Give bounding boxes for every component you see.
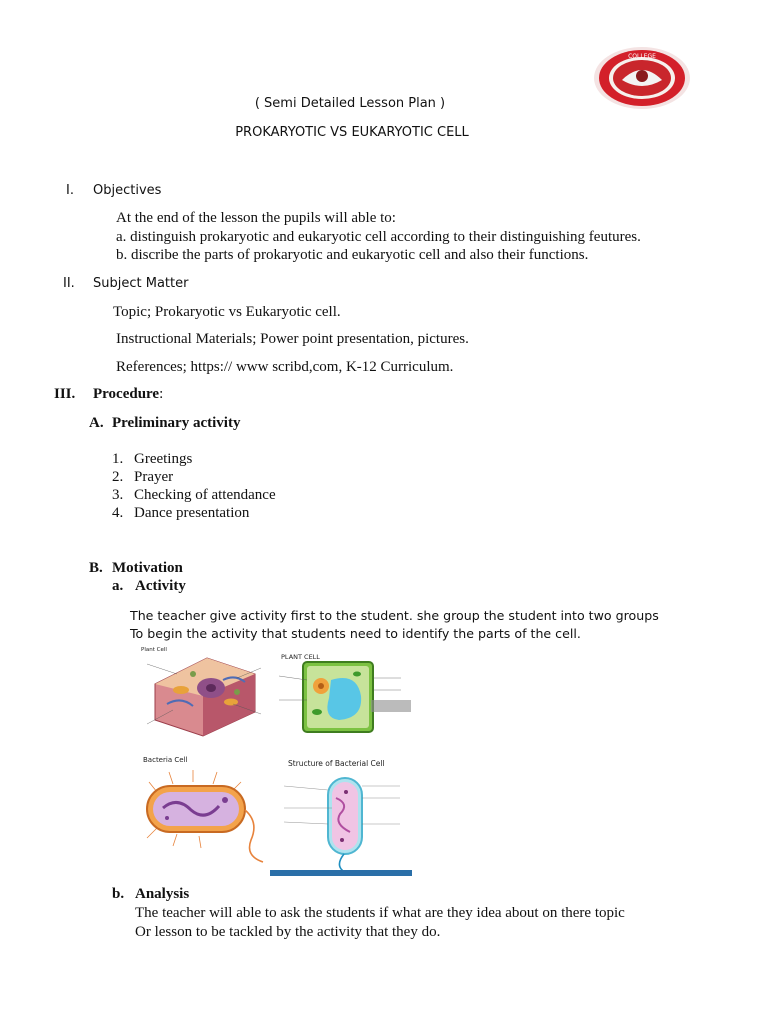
activity-heading: Activity — [135, 578, 186, 594]
list-item — [112, 487, 276, 504]
list-number: 3. — [112, 487, 124, 503]
subject-references: References; https:// www scribd,com, K-12 Curriculum. — [116, 359, 454, 375]
procedure-heading: Procedure — [93, 386, 160, 402]
animal-cell-title: Plant Cell — [141, 647, 167, 653]
plan-type: ( Semi Detailed Lesson Plan ) — [254, 96, 446, 111]
list-number: 2. — [112, 469, 124, 485]
preliminary-heading: Preliminary activity — [112, 415, 241, 431]
objectives-heading: Objectives — [93, 183, 162, 198]
subject-materials: Instructional Materials; Power point presentation, pictures. — [116, 331, 469, 347]
list-text: Checking of attendance — [134, 487, 276, 503]
procedure-numeral: III. — [54, 386, 76, 402]
activity-line: To begin the activity that students need to identify the parts of the cell. — [130, 626, 581, 641]
plant-cell-diagram-icon — [277, 650, 411, 742]
motivation-heading: Motivation — [112, 560, 183, 576]
animal-cell-diagram-icon — [137, 644, 267, 744]
analysis-line: The teacher will able to ask the students if what are they idea about on there topic — [135, 905, 625, 921]
procedure-colon: : — [159, 386, 164, 402]
preliminary-label: A. — [89, 415, 104, 431]
list-text: Dance presentation — [134, 505, 250, 521]
list-text: Prayer — [134, 469, 174, 485]
subject-topic: Topic; Prokaryotic vs Eukaryotic cell. — [113, 304, 341, 320]
motivation-label: B. — [89, 560, 103, 576]
objectives-numeral: I. — [66, 183, 74, 198]
analysis-label: b. — [112, 886, 125, 902]
list-item — [112, 505, 249, 522]
list-text: Greetings — [134, 451, 193, 467]
activity-line: The teacher give activity first to the student. she group the student into two groups — [130, 608, 659, 623]
bacterial-structure-diagram-icon — [270, 752, 412, 876]
analysis-heading: Analysis — [135, 886, 190, 902]
procedure-heading-wrap — [93, 386, 163, 403]
objective-item: a. distinguish prokaryotic and eukaryotic cell according to their distinguishing feutures. — [116, 229, 641, 245]
page-title: PROKARYOTIC VS EUKARYOTIC CELL — [235, 125, 469, 140]
subject-heading: Subject Matter — [93, 276, 189, 291]
objectives-intro: At the end of the lesson the pupils will able to: — [116, 210, 396, 226]
list-number: 1. — [112, 451, 124, 467]
list-item — [112, 451, 192, 468]
activity-label: a. — [112, 578, 124, 594]
objective-item: b. discribe the parts of prokaryotic and eukaryotic cell and also their functions. — [116, 247, 589, 263]
list-number: 4. — [112, 505, 124, 521]
bacteria-cell-diagram-icon — [133, 752, 267, 864]
bacterial-structure-title: Structure of Bacterial Cell — [288, 759, 385, 768]
svg-text:COLLEGE: COLLEGE — [628, 53, 656, 60]
list-item — [112, 469, 173, 486]
subject-numeral: II. — [63, 276, 75, 291]
analysis-line: Or lesson to be tackled by the activity that they do. — [135, 924, 441, 940]
bacteria-cell-title: Bacteria Cell — [143, 756, 188, 764]
plant-cell-title: PLANT CELL — [281, 653, 320, 661]
